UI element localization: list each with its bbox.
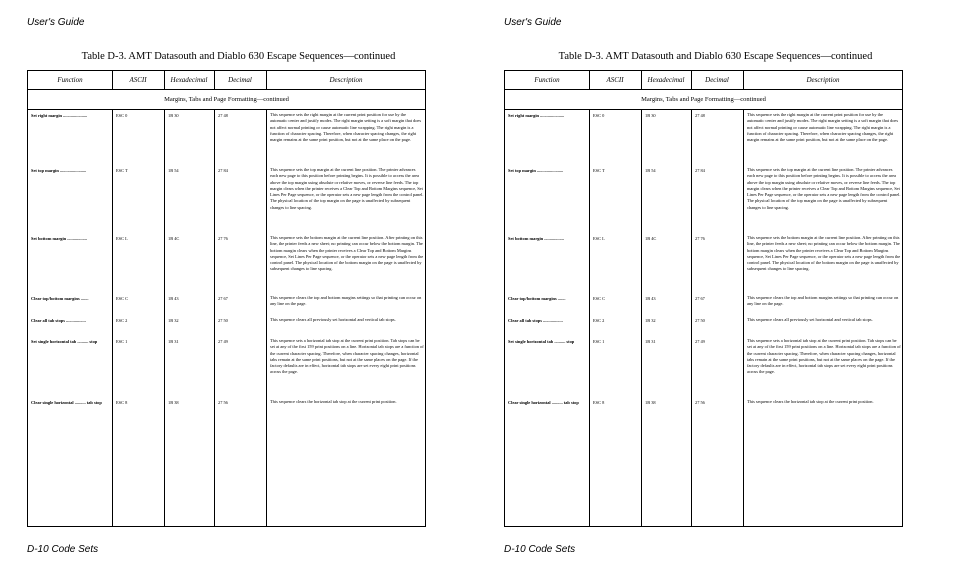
running-header: User's Guide: [504, 17, 562, 28]
ascii-cell: ESC 2: [593, 318, 605, 323]
description-cell: This sequence clears the horizontal tab stop at the current print position.: [747, 399, 874, 404]
description-cell: This sequence sets the right margin at the current print position for use by the automatic center and justify modes. The right margin setting is a soft margin that does not affect normal printing or cause automatic line wrapping. The right margin is a function of character spacing. Therefore, when character spacing changes, the right margin remains at the same print position, but not at the same place on the page.: [747, 112, 899, 143]
description-cell: This sequence clears the horizontal tab stop at the current print position.: [270, 399, 397, 404]
column-header-decimal: Decimal: [228, 76, 252, 84]
hex-cell: 1B 38: [168, 400, 179, 405]
column-header-hexadecimal: Hexadecimal: [170, 76, 208, 84]
column-header-function: Function: [534, 76, 560, 84]
ascii-cell: ESC 2: [116, 318, 128, 323]
column-divider: [641, 109, 642, 527]
function-cell: Set right margin ......................: [508, 113, 565, 118]
function-cell: Set single horizontal tab .......... stop: [508, 339, 575, 344]
hex-cell: 1B 32: [645, 318, 656, 323]
decimal-cell: 27 67: [218, 296, 228, 301]
decimal-cell: 27 48: [218, 113, 228, 118]
ascii-cell: ESC 8: [116, 400, 128, 405]
ascii-cell: ESC C: [116, 296, 129, 301]
section-heading: Margins, Tabs and Page Formatting—continued: [505, 90, 902, 110]
description-cell: This sequence sets the top margin at the current line position. The printer advances each new page to this position before printing begins. It is possible to access the area above the top margin using absolute or relative moves, or reverse line feeds. The top margin clears when the printer receives a Clear Top and Bottom Margins sequence, Set Lines Per Page sequence, or the operator sets a new page length from the control panel. The physical location of the top margin on the page is unaffected by subsequent changes to line spacing.: [747, 167, 901, 210]
description-cell: This sequence clears all previously set horizontal and vertical tab stops.: [747, 317, 873, 322]
hex-cell: 1B 43: [645, 296, 656, 301]
function-cell: Set right margin ......................: [31, 113, 88, 118]
function-cell: Clear single horizontal .......... tab stop: [31, 400, 102, 405]
ascii-cell: ESC C: [593, 296, 606, 301]
decimal-cell: 27 50: [218, 318, 228, 323]
hex-cell: 1B 31: [645, 339, 656, 344]
hex-cell: 1B 32: [168, 318, 179, 323]
column-divider: [589, 71, 590, 89]
column-divider: [164, 71, 165, 89]
decimal-cell: 27 84: [695, 168, 705, 173]
hex-cell: 1B 4C: [168, 236, 180, 241]
column-header-description: Description: [329, 76, 363, 84]
column-divider: [266, 71, 267, 89]
function-cell: Clear all tab stops ..................: [31, 318, 86, 323]
function-cell: Set single horizontal tab .......... stop: [31, 339, 98, 344]
column-divider: [589, 109, 590, 527]
description-cell: This sequence sets the top margin at the current line position. The printer advances each new page to this position before printing begins. It is possible to access the area above the top margin using absolute or relative moves, or reverse line feeds. The top margin clears when the printer receives a Clear Top and Bottom Margins sequence, Set Lines Per Page sequence, or the operator sets a new page length from the control panel. The physical location of the top margin on the page is unaffected by subsequent changes to line spacing.: [270, 167, 424, 210]
decimal-cell: 27 56: [695, 400, 705, 405]
hex-cell: 1B 30: [168, 113, 179, 118]
column-divider: [266, 109, 267, 527]
hex-cell: 1B 54: [645, 168, 656, 173]
section-heading: Margins, Tabs and Page Formatting—continued: [28, 90, 425, 110]
decimal-cell: 27 67: [695, 296, 705, 301]
function-cell: Set top margin ........................: [508, 168, 564, 173]
decimal-cell: 27 50: [695, 318, 705, 323]
right-page: [477, 0, 954, 580]
function-cell: Clear single horizontal .......... tab stop: [508, 400, 579, 405]
ascii-cell: ESC L: [593, 236, 605, 241]
table-header-row: [505, 71, 902, 90]
decimal-cell: 27 56: [218, 400, 228, 405]
column-divider: [743, 71, 744, 89]
ascii-cell: ESC 8: [593, 400, 605, 405]
decimal-cell: 27 49: [695, 339, 705, 344]
decimal-cell: 27 84: [218, 168, 228, 173]
column-header-description: Description: [806, 76, 840, 84]
column-header-ascii: ASCII: [129, 76, 147, 84]
column-divider: [214, 71, 215, 89]
column-divider: [691, 71, 692, 89]
ascii-cell: ESC 1: [593, 339, 605, 344]
description-cell: This sequence sets the right margin at the current print position for use by the automatic center and justify modes. The right margin setting is a soft margin that does not affect normal printing or cause automatic line wrapping. The right margin is a function of character spacing. Therefore, when character spacing changes, the right margin remains at the same print position, but not at the same place on the page.: [270, 112, 422, 143]
description-cell: This sequence sets the bottom margin at the current line position. After printing on this line, the printer feeds a new sheet; no printing can occur below the bottom margin. The bottom margin clears when the printer receives a Clear Top and Bottom Margins sequence, Set Lines Per Page sequence, or the operator sets a new page length from the control panel. The physical location of the bottom margin on the page is unaffected by subsequent changes to line spacing.: [270, 235, 424, 272]
column-divider: [743, 109, 744, 527]
column-divider: [214, 109, 215, 527]
column-divider: [691, 109, 692, 527]
ascii-cell: ESC T: [116, 168, 128, 173]
column-divider: [641, 71, 642, 89]
column-header-hexadecimal: Hexadecimal: [647, 76, 685, 84]
description-cell: This sequence clears the top and bottom margins settings so that printing can occur on any line on the page.: [747, 295, 899, 307]
column-divider: [112, 109, 113, 527]
ascii-cell: ESC L: [116, 236, 128, 241]
function-cell: Set bottom margin ..................: [508, 236, 564, 241]
function-cell: Set bottom margin ..................: [31, 236, 87, 241]
decimal-cell: 27 49: [218, 339, 228, 344]
description-cell: This sequence sets a horizontal tab stop at the current print position. Tab stops can be set at any of the first 159 print positions on a line. Horizontal tab stops are a function of the current character spacing. Therefore, when character spacing changes, horizontal tabs remain at the same print positions, but not at the same places on the page. If the factory defaults are in effect, horizontal tab stops are set every eight print positions across the page.: [270, 338, 424, 375]
table-title: Table D-3. AMT Datasouth and Diablo 630 Escape Sequences—continued: [558, 51, 873, 62]
description-cell: This sequence sets the bottom margin at the current line position. After printing on this line, the printer feeds a new sheet; no printing can occur below the bottom margin. The bottom margin clears when the printer receives a Clear Top and Bottom Margins sequence, Set Lines Per Page sequence, or the operator sets a new page length from the control panel. The physical location of the bottom margin on the page is unaffected by subsequent changes to line spacing.: [747, 235, 901, 272]
page-footer: D-10 Code Sets: [504, 544, 576, 555]
column-header-decimal: Decimal: [705, 76, 729, 84]
decimal-cell: 27 76: [218, 236, 228, 241]
column-header-ascii: ASCII: [606, 76, 624, 84]
hex-cell: 1B 31: [168, 339, 179, 344]
table-header-row: [28, 71, 425, 90]
column-divider: [112, 71, 113, 89]
function-cell: Set top margin ........................: [31, 168, 87, 173]
decimal-cell: 27 48: [695, 113, 705, 118]
escape-sequence-table: [27, 70, 426, 527]
ascii-cell: ESC 0: [116, 113, 128, 118]
hex-cell: 1B 43: [168, 296, 179, 301]
ascii-cell: ESC T: [593, 168, 605, 173]
ascii-cell: ESC 1: [116, 339, 128, 344]
description-cell: This sequence sets a horizontal tab stop at the current print position. Tab stops can be set at any of the first 159 print positions on a line. Horizontal tab stops are a function of the current character spacing. Therefore, when character spacing changes, horizontal tabs remain at the same print positions, but not at the same places on the page. If the factory defaults are in effect, horizontal tab stops are set every eight print positions across the page.: [747, 338, 901, 375]
decimal-cell: 27 76: [695, 236, 705, 241]
hex-cell: 1B 30: [645, 113, 656, 118]
table-title: Table D-3. AMT Datasouth and Diablo 630 Escape Sequences—continued: [81, 51, 396, 62]
hex-cell: 1B 54: [168, 168, 179, 173]
running-header: User's Guide: [27, 17, 85, 28]
function-cell: Clear all tab stops ..................: [508, 318, 563, 323]
escape-sequence-table: [504, 70, 903, 527]
hex-cell: 1B 38: [645, 400, 656, 405]
column-divider: [164, 109, 165, 527]
column-header-function: Function: [57, 76, 83, 84]
function-cell: Clear top/bottom margins .......: [31, 296, 89, 301]
description-cell: This sequence clears the top and bottom margins settings so that printing can occur on any line on the page.: [270, 295, 422, 307]
description-cell: This sequence clears all previously set horizontal and vertical tab stops.: [270, 317, 396, 322]
ascii-cell: ESC 0: [593, 113, 605, 118]
page-footer: D-10 Code Sets: [27, 544, 99, 555]
function-cell: Clear top/bottom margins .......: [508, 296, 566, 301]
hex-cell: 1B 4C: [645, 236, 657, 241]
